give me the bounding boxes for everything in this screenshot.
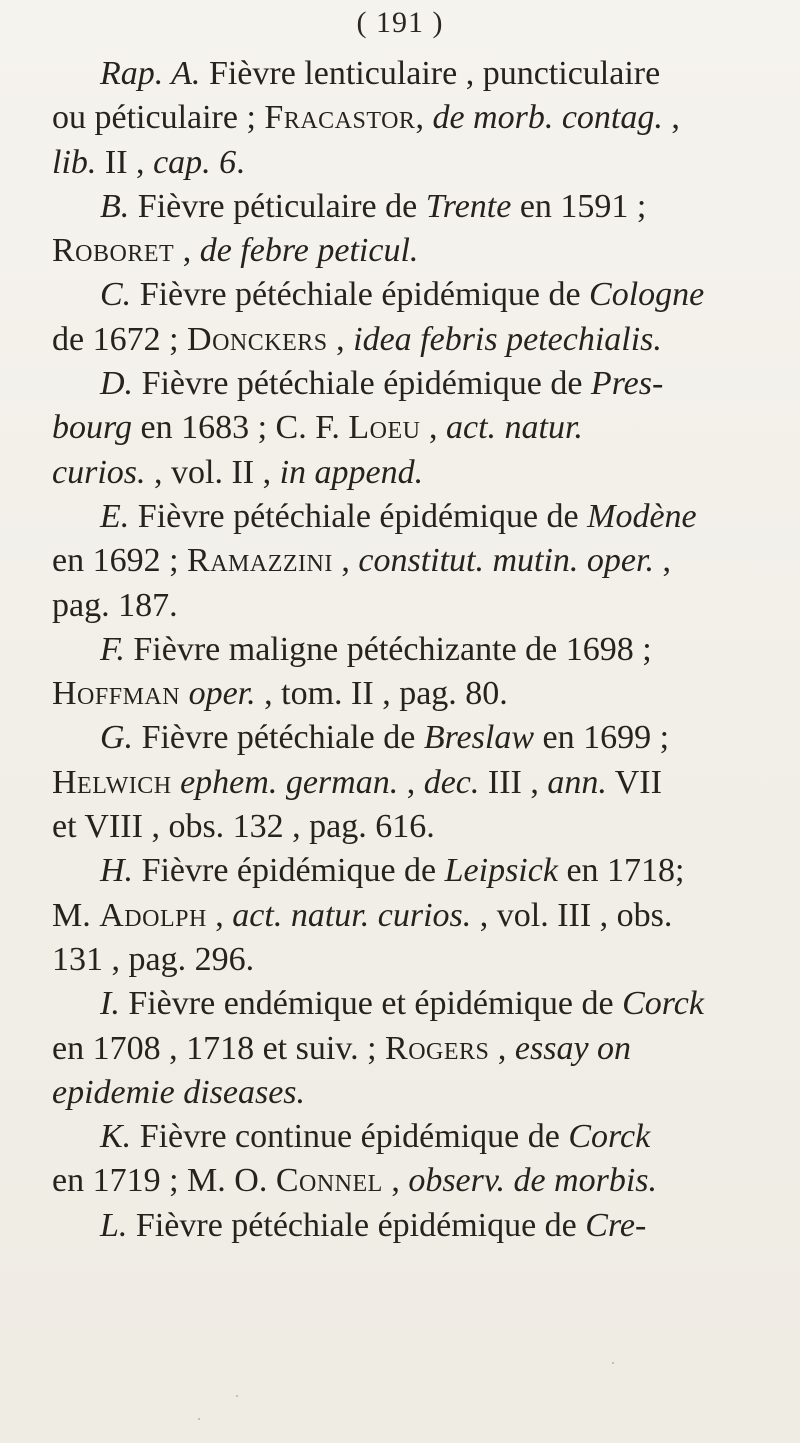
place-name: Trente	[425, 187, 512, 225]
entry-marker: I.	[100, 985, 120, 1023]
author-name: Loeu	[348, 409, 421, 447]
author-name: Hoffman	[52, 675, 181, 713]
text-line: bourg en 1683 ; C. F. Loeu , act. natur.	[52, 409, 583, 447]
text-line: F. Fièvre maligne pétéchizante de 1698 ;	[100, 630, 652, 668]
work-title: act. natur.	[445, 409, 583, 447]
text-line: Rap. A. Fièvre lenticulaire , puncticulaire	[100, 55, 661, 92]
author-name: Donckers	[187, 320, 328, 358]
entry-marker: K.	[100, 1118, 132, 1156]
author-name: Connel	[275, 1162, 383, 1200]
text-line: Roboret , de febre peticul.	[52, 232, 419, 270]
text-line: pag. 187.	[52, 586, 178, 624]
text-line: E. Fièvre pétéchiale épidémique de Modène	[100, 497, 697, 535]
text-line: I. Fièvre endémique et épidémique de Corck	[100, 985, 704, 1023]
text-line: K. Fièvre continue épidémique de Corck	[100, 1118, 651, 1156]
work-title: essay on	[514, 1029, 632, 1067]
text-line: B. Fièvre péticulaire de Trente en 1591 ;	[100, 187, 647, 225]
entry-marker: C.	[100, 276, 132, 314]
text-line: M. Adolph , act. natur. curios. , vol. III , obs.	[52, 896, 673, 934]
place-name: Modène	[587, 497, 697, 535]
text-line	[52, 1071, 788, 1115]
text-line: C. Fièvre pétéchiale épidémique de Cologne	[100, 276, 705, 314]
page-body	[52, 52, 788, 1248]
work-title: idea febris petechialis.	[353, 320, 662, 358]
text-line: de 1672 ; Donckers , idea febris petechialis.	[52, 320, 662, 358]
entry-marker: H.	[100, 852, 134, 890]
entry-marker: Rap. A.	[100, 55, 201, 92]
text-line: en 1692 ; Ramazzini , constitut. mutin. oper. ,	[52, 542, 671, 580]
text-line: Helwich ephem. german. , dec. III , ann. VII	[52, 763, 662, 801]
text-line: D. Fièvre pétéchiale épidémique de Pres-	[100, 365, 664, 403]
author-name: Rogers	[385, 1029, 490, 1067]
work-title: epidemie diseases.	[52, 1073, 306, 1111]
text-line: en 1708 , 1718 et suiv. ; Rogers , essay on	[52, 1029, 632, 1067]
text-line: et VIII , obs. 132 , pag. 616.	[52, 808, 435, 846]
work-title: observ. de morbis.	[408, 1162, 658, 1200]
author-name: Fracastor	[264, 99, 416, 137]
page-number: ( 191 )	[356, 6, 444, 39]
work-title: oper.	[188, 675, 256, 713]
paper-speck	[236, 1395, 238, 1397]
place-name: bourg	[52, 409, 132, 447]
work-title: de febre peticul.	[199, 232, 419, 270]
text-line: lib. II , cap. 6.	[52, 143, 245, 181]
author-name: Helwich	[52, 763, 172, 801]
author-name: Adolph	[99, 896, 207, 934]
place-name: Leipsick	[444, 852, 558, 890]
work-title: de morb. contag.	[432, 99, 663, 137]
place-name: Cre-	[585, 1206, 647, 1244]
paper-speck	[612, 1362, 614, 1364]
text-line: 131 , pag. 296.	[52, 940, 255, 978]
text-line: L. Fièvre pétéchiale épidémique de Cre-	[100, 1206, 647, 1244]
text-line: curios. , vol. II , in append.	[52, 453, 424, 491]
paper-speck	[198, 1418, 200, 1420]
author-name: Ramazzini	[187, 542, 333, 580]
text-line: ou péticulaire ; Fracastor, de morb. contag. ,	[52, 99, 680, 137]
entry-marker: F.	[100, 630, 125, 668]
entry-marker: D.	[100, 365, 134, 403]
text-line: en 1719 ; M. O. Connel , observ. de morbis.	[52, 1162, 658, 1200]
place-name: Corck	[568, 1118, 651, 1156]
place-name: Cologne	[589, 276, 705, 314]
work-title: ephem. german.	[180, 763, 399, 801]
entry-marker: B.	[100, 187, 130, 225]
place-name: Corck	[622, 985, 704, 1023]
text-line: H. Fièvre épidémique de Leipsick en 1718;	[100, 852, 685, 890]
text-line: G. Fièvre pétéchiale de Breslaw en 1699 ;	[100, 719, 670, 757]
work-title: constitut. mutin. oper.	[358, 542, 654, 580]
entry-marker: L.	[100, 1206, 128, 1244]
place-name: Pres-	[590, 365, 664, 403]
place-name: Breslaw	[423, 719, 534, 757]
entry-marker: G.	[100, 719, 134, 757]
text-line: Hoffman oper. , tom. II , pag. 80.	[52, 675, 508, 713]
author-name: Roboret	[52, 232, 175, 270]
work-title: act. natur. curios.	[232, 896, 472, 934]
entry-marker: E.	[100, 497, 130, 535]
